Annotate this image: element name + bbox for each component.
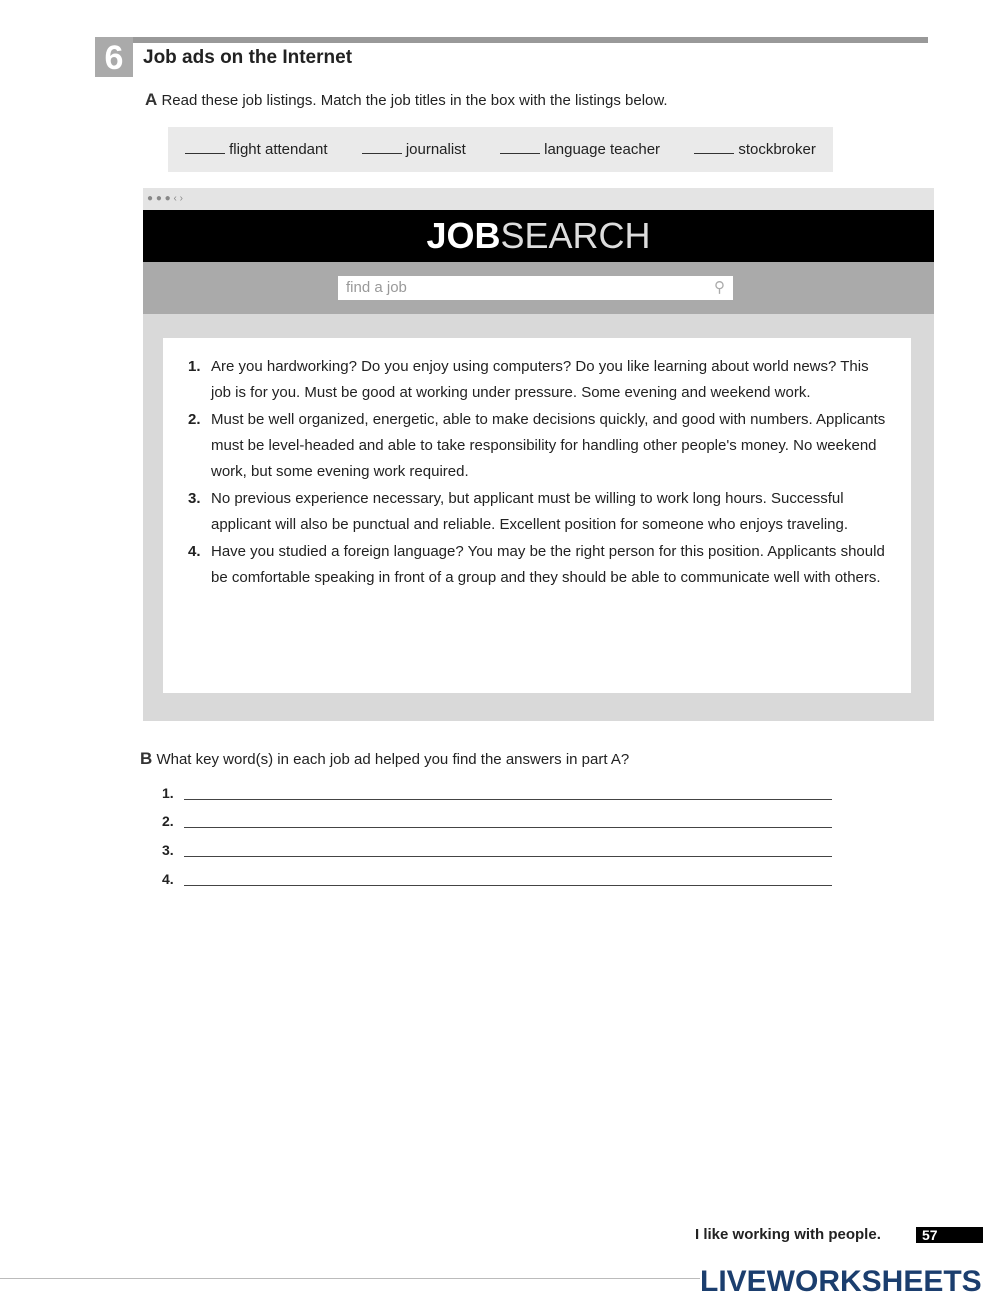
instruction-text: Read these job listings. Match the job titles in the box with the listings below. bbox=[161, 92, 668, 109]
listing: 3. No previous experience necessary, but applicant must be willing to work long hours. Successful applicant will also be punctual and reliable. Excellent position for someone who enjoys traveling. bbox=[188, 490, 849, 533]
browser-toolbar: ● ● ● ‹ › bbox=[143, 188, 934, 210]
part-a-label: A bbox=[145, 90, 158, 109]
listing: 4. Have you studied a foreign language? You may be the right person for this position. Applicants should be comfortable speaking in front of a group and they should be able to communicate well with others. bbox=[188, 543, 885, 586]
footer-text: I like working with people. bbox=[695, 1226, 881, 1243]
answer-line-3[interactable]: 3. bbox=[162, 842, 832, 858]
liveworksheets-logo: LIVEWORKSHEETS bbox=[700, 1265, 982, 1298]
section-rule bbox=[95, 37, 928, 43]
page-number: 57 bbox=[916, 1227, 983, 1243]
option-stockbroker[interactable]: stockbroker bbox=[694, 141, 816, 158]
search-bar bbox=[143, 262, 934, 314]
section-title: Job ads on the Internet bbox=[143, 47, 353, 68]
option-language-teacher[interactable]: language teacher bbox=[500, 141, 660, 158]
part-a-instruction bbox=[145, 90, 668, 110]
jobsearch-logo: JOBSEARCH bbox=[143, 210, 934, 262]
word-box bbox=[168, 127, 833, 172]
answer-line-2[interactable]: 2. bbox=[162, 813, 832, 829]
listing: 2. Must be well organized, energetic, able to make decisions quickly, and good with numbers. Applicants must be level-headed and able to take responsibility for handling other people's money. No weekend work, but some evening work required. bbox=[188, 411, 886, 480]
part-b-label: B bbox=[140, 749, 153, 768]
answer-line-4[interactable]: 4. bbox=[162, 871, 832, 887]
search-icon: ⚲ bbox=[714, 279, 725, 296]
answer-line-1[interactable]: 1. bbox=[162, 785, 832, 801]
job-listings bbox=[163, 338, 911, 693]
listing: 1. Are you hardworking? Do you enjoy using computers? Do you like learning about world news? This job is for you. Must be good at working under pressure. Some evening and weekend work. bbox=[188, 358, 869, 401]
browser-illustration bbox=[143, 188, 934, 721]
option-flight-attendant[interactable]: flight attendant bbox=[185, 141, 327, 158]
search-input: find a job ⚲ bbox=[338, 276, 733, 300]
section-number: 6 bbox=[95, 37, 133, 77]
instruction-text: What key word(s) in each job ad helped you find the answers in part A? bbox=[156, 751, 630, 768]
divider bbox=[0, 1278, 700, 1279]
option-journalist[interactable]: journalist bbox=[362, 141, 466, 158]
part-b-instruction bbox=[140, 749, 629, 769]
